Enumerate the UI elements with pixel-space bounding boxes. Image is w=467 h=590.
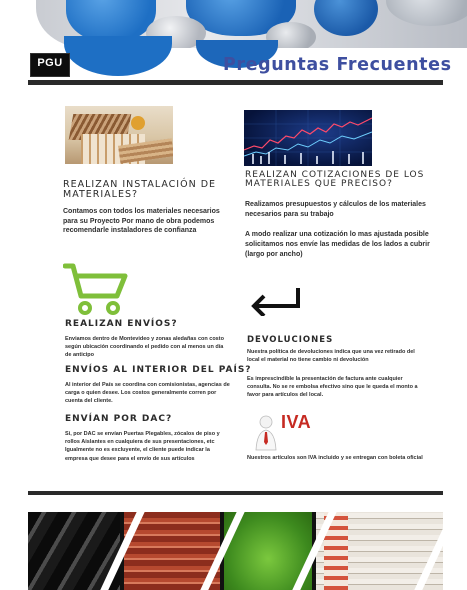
brand-logo xyxy=(30,53,70,77)
iva-label: IVA xyxy=(281,412,312,432)
page-header xyxy=(0,0,467,92)
faq-heading-interior: ENVÍOS AL INTERIOR DEL PAÍS? xyxy=(65,365,252,375)
faq-answer-interior: Al interior del País se coordina con comisionistas, agencias de carga o quien desee. Los costos generalmente corren por cuenta del cliente. xyxy=(65,382,230,405)
faq-heading-envios: REALIZAN ENVÍOS? xyxy=(65,319,178,329)
faq-heading-dac: ENVÍAN POR DAC? xyxy=(65,414,173,424)
return-arrow-icon xyxy=(248,284,304,316)
stock-chart-photo xyxy=(244,110,372,166)
faq-heading-instalacion: REALIZAN INSTALACIÓN DE MATERIALES? xyxy=(63,179,217,200)
faq-answer-cotizaciones-1: Realizamos presupuestos y cálculos de los materiales necesarios para su trabajo xyxy=(245,201,426,218)
products-photo-strip xyxy=(28,512,443,590)
worker-helmet xyxy=(131,116,145,130)
puzzle-piece xyxy=(314,0,378,36)
faq-heading-cotizaciones: REALIZAN COTIZACIONES DE LOS MATERIALES QUE PRECISO? xyxy=(245,170,425,190)
iva-graphic xyxy=(248,408,323,452)
construction-photo xyxy=(65,106,173,164)
shopping-cart-icon xyxy=(63,262,129,316)
faq-answer-cotizaciones-2: A modo realizar una cotización lo mas ajustada posible solicitamos nos envíe las medidas de los lados a cubrir (largo por ancho) xyxy=(245,231,430,258)
title-divider xyxy=(28,80,443,85)
bottom-divider xyxy=(28,491,443,495)
logo-subline xyxy=(49,69,50,73)
faq-answer-devoluciones-2: Es imprescindible la presentación de factura ante cualquier consulta. No se re embolsa efectivo sino que le queda el monto a favor para artículos del local. xyxy=(247,376,418,398)
faq-answer-envios: Enviamos dentro de Montevideo y zonas aledañas con costo según ubicación coordinando el pedido con al menos un día de anticipo xyxy=(65,336,224,359)
puzzle-piece xyxy=(386,0,467,26)
faq-answer-dac: Si, por DAC se envían Puertas Plegables, zócalos de piso y rollos Aislantes en cualquiera de sus presentaciones, etc Igualmente no es excluyente, el cliente puede indicar la empresa que desee para el envío de sus artículos xyxy=(65,431,220,462)
faq-answer-iva: Nuestros artículos son IVA incluido y se entregan con boleta oficial xyxy=(247,455,423,461)
page-title: Preguntas Frecuentes xyxy=(223,55,452,75)
iva-person-icon xyxy=(254,414,282,452)
puzzle-piece xyxy=(64,36,172,76)
faq-answer-instalacion: Contamos con todos los materiales necesarios para su Proyecto Por mano de obra podemos recomendarle instaladores de confianza xyxy=(63,208,220,235)
chart-lines-image xyxy=(244,110,372,166)
faq-heading-devoluciones: DEVOLUCIONES xyxy=(247,335,334,345)
logo-text: PGU xyxy=(37,56,63,69)
faq-answer-devoluciones-1: Nuestra política de devoluciones indica que una vez retirado del local el material no tiene cambio ni devolución xyxy=(247,349,415,363)
